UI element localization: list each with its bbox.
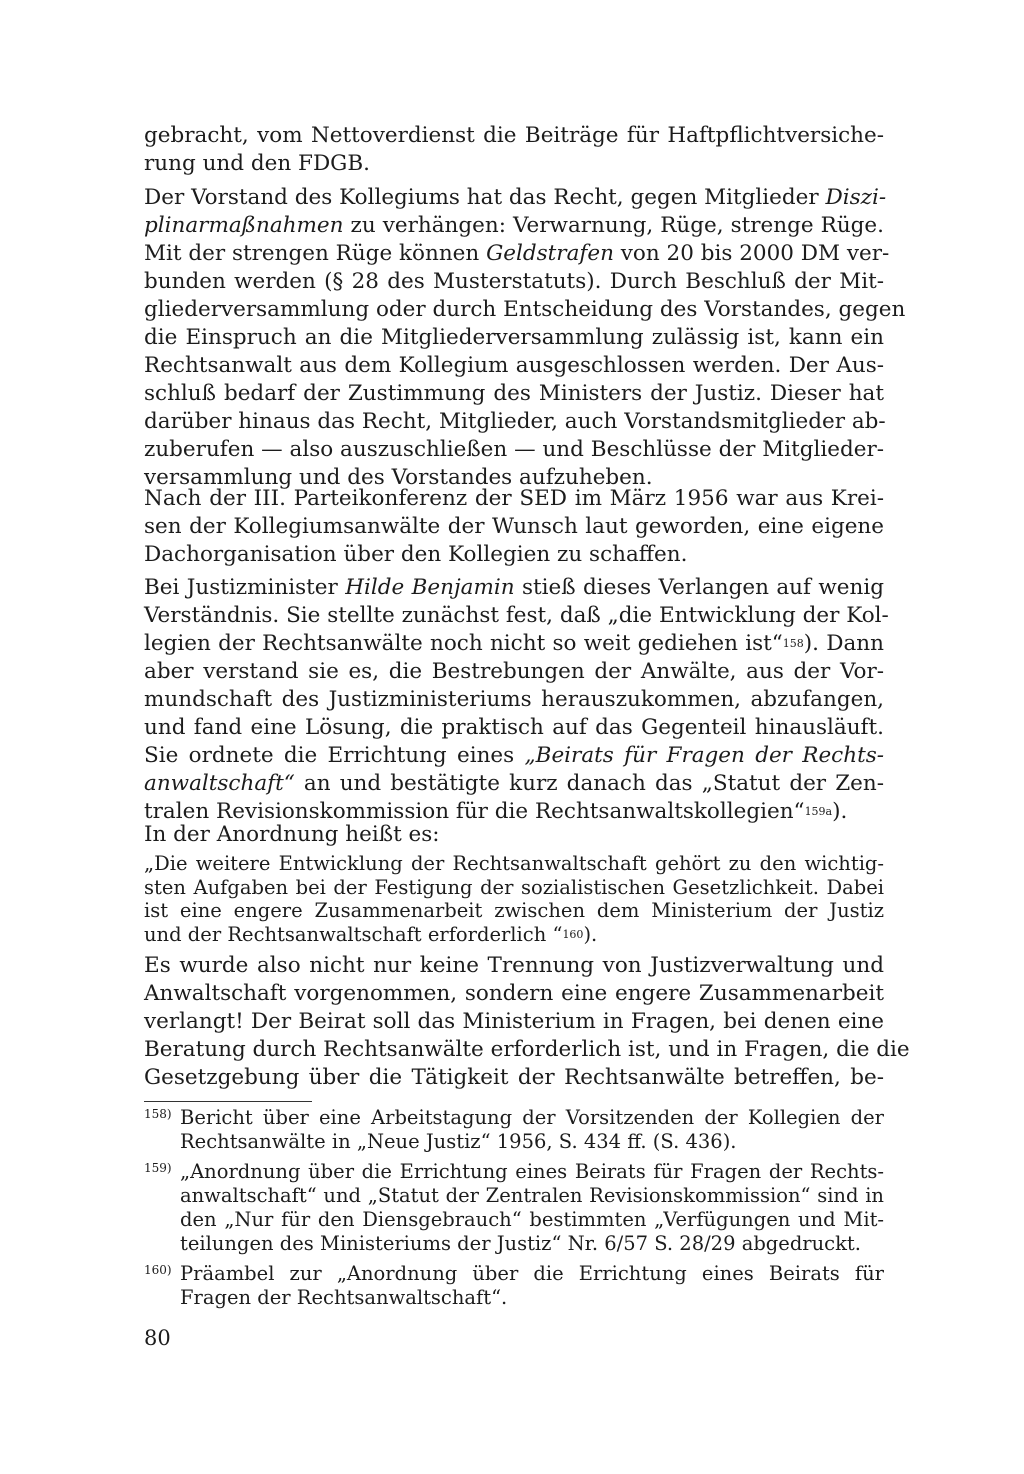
footnote-158 [144, 1106, 884, 1154]
text-line: Bei Justizminister Hilde Benjamin stieß dieses Verlangen auf wenig [144, 575, 884, 600]
text-line: Beratung durch Rechtsanwälte erforderlich ist, und in Fragen, die die [144, 1037, 910, 1062]
text-line: Sie ordnete die Errichtung eines „Beirats für Fragen der Rechts- [144, 743, 885, 768]
text-line: Dachorganisation über den Kollegien zu schaffen. [144, 542, 688, 567]
text-line: die Einspruch an die Mitgliederversammlung zulässig ist, kann ein [144, 325, 884, 350]
text-line: verlangt! Der Beirat soll das Ministerium in Fragen, bei denen eine [144, 1009, 884, 1034]
paragraph-1 [144, 122, 884, 178]
text-line: Rechtsanwalt aus dem Kollegium ausgeschlossen werden. Der Aus- [144, 353, 884, 378]
text-line: Gesetzgebung über die Tätigkeit der Rechtsanwälte betreffen, be- [144, 1065, 884, 1090]
paragraph-5 [144, 821, 884, 849]
footnote-line: teilungen des Ministeriums der Justiz“ Nr. 6/57 S. 28/29 abgedruckt. [180, 1232, 861, 1255]
text-line: Der Vorstand des Kollegiums hat das Recht, gegen Mitglieder Diszi- [144, 185, 887, 210]
footnote-line: Bericht über eine Arbeitstagung der Vorsitzenden der Kollegien der [180, 1106, 884, 1129]
text-line: Es wurde also nicht nur keine Trennung von Justizverwaltung und [144, 953, 884, 978]
text-line: Mit der strengen Rüge können Geldstrafen von 20 bis 2000 DM ver- [144, 241, 890, 266]
text-line: sen der Kollegiumsanwälte der Wunsch laut geworden, eine eigene [144, 514, 884, 539]
text-line: rung und den FDGB. [144, 151, 370, 176]
footnote-line: anwaltschaft“ und „Statut der Zentralen Revisionskommission“ sind in [180, 1184, 884, 1207]
footnote-line: „Anordnung über die Errichtung eines Beirats für Fragen der Rechts- [180, 1160, 884, 1183]
footnote-number: 158) [144, 1107, 172, 1121]
footnote-line: den „Nur für den Diensgebrauch“ bestimmten „Verfügungen und Mit- [180, 1208, 884, 1231]
text-line: Verständnis. Sie stellte zunächst fest, daß „die Entwicklung der Kol- [144, 603, 889, 628]
person-name: Hilde Benjamin [345, 575, 515, 600]
paragraph-2 [144, 184, 906, 492]
text-line: plinarmaßnahmen zu verhängen: Verwarnung, Rüge, strenge Rüge. [144, 213, 884, 238]
text-line: schluß bedarf der Zustimmung des Ministers der Justiz. Dieser hat [144, 381, 884, 406]
text-line: gliederversammlung oder durch Entscheidung des Vorstandes, gegen [144, 297, 906, 322]
quote-line: „Die weitere Entwicklung der Rechtsanwaltschaft gehört zu den wichtig- [144, 852, 884, 875]
footnote-line: Fragen der Rechtsanwaltschaft“. [180, 1286, 508, 1309]
paragraph-6 [144, 952, 910, 1092]
block-quote [144, 852, 884, 946]
text-line: legien der Rechtsanwälte noch nicht so weit gediehen ist“$^{158}$). Dann [144, 631, 884, 656]
italic-title: anwaltschaft“ [144, 771, 295, 796]
text-line: Nach der III. Parteikonferenz der SED im März 1956 war aus Krei- [144, 486, 884, 511]
text-line: versammlung und des Vorstandes aufzuheben. [144, 465, 653, 490]
italic-title: „Beirats für Fragen der Rechts- [524, 743, 885, 768]
footnote-160 [144, 1262, 884, 1310]
quote-line: ist eine engere Zusammenarbeit zwischen dem Ministerium der Justiz [144, 899, 884, 923]
footnote-ref-158: 158 [782, 637, 804, 650]
paragraph-4 [144, 574, 889, 826]
italic-term: Geldstrafen [486, 241, 614, 266]
quote-line: und der Rechtsanwaltschaft erforderlich “$^{160}$). [144, 922, 598, 946]
footnote-divider [144, 1101, 312, 1102]
italic-term: Diszi- [825, 185, 887, 210]
text-line: In der Anordnung heißt es: [144, 822, 440, 847]
text-line: mundschaft des Justizministeriums herauszukommen, abzufangen, [144, 687, 884, 712]
text-line: tralen Revisionskommission für die Rechtsanwaltskollegien“$^{159a}$). [144, 799, 848, 824]
text-line: aber verstand sie es, die Bestrebungen der Anwälte, aus der Vor- [144, 659, 884, 684]
footnote-line: Präambel zur „Anordnung über die Errichtung eines Beirats für [180, 1262, 884, 1285]
footnote-number: 159) [144, 1161, 172, 1175]
text-line: bunden werden (§ 28 des Musterstatuts). Durch Beschluß der Mit- [144, 269, 884, 294]
text-line: Anwaltschaft vorgenommen, sondern eine engere Zusammenarbeit [144, 981, 884, 1006]
text-line: gebracht, vom Nettoverdienst die Beiträge für Haftpflichtversiche- [144, 123, 884, 148]
footnote-line: Rechtsanwälte in „Neue Justiz“ 1956, S. 434 ff. (S. 436). [180, 1130, 737, 1153]
footnote-ref-160: 160 [562, 927, 584, 941]
text-line: anwaltschaft“ an und bestätigte kurz danach das „Statut der Zen- [144, 771, 884, 796]
page-number: 80 [144, 1326, 171, 1350]
footnote-number: 160) [144, 1263, 172, 1277]
footnote-159 [144, 1160, 884, 1256]
italic-term: plinarmaßnahmen [144, 213, 344, 238]
text-line: darüber hinaus das Recht, Mitglieder, auch Vorstandsmitglieder ab- [144, 409, 886, 434]
text-line: zuberufen — also auszuschließen — und Beschlüsse der Mitglieder- [144, 437, 884, 462]
text-line: und fand eine Lösung, die praktisch auf das Gegenteil hinausläuft. [144, 715, 884, 740]
footnote-ref-159a: 159a [804, 805, 833, 818]
quote-line: sten Aufgaben bei der Festigung der sozialistischen Gesetzlichkeit. Dabei [144, 875, 884, 899]
paragraph-3 [144, 485, 884, 569]
